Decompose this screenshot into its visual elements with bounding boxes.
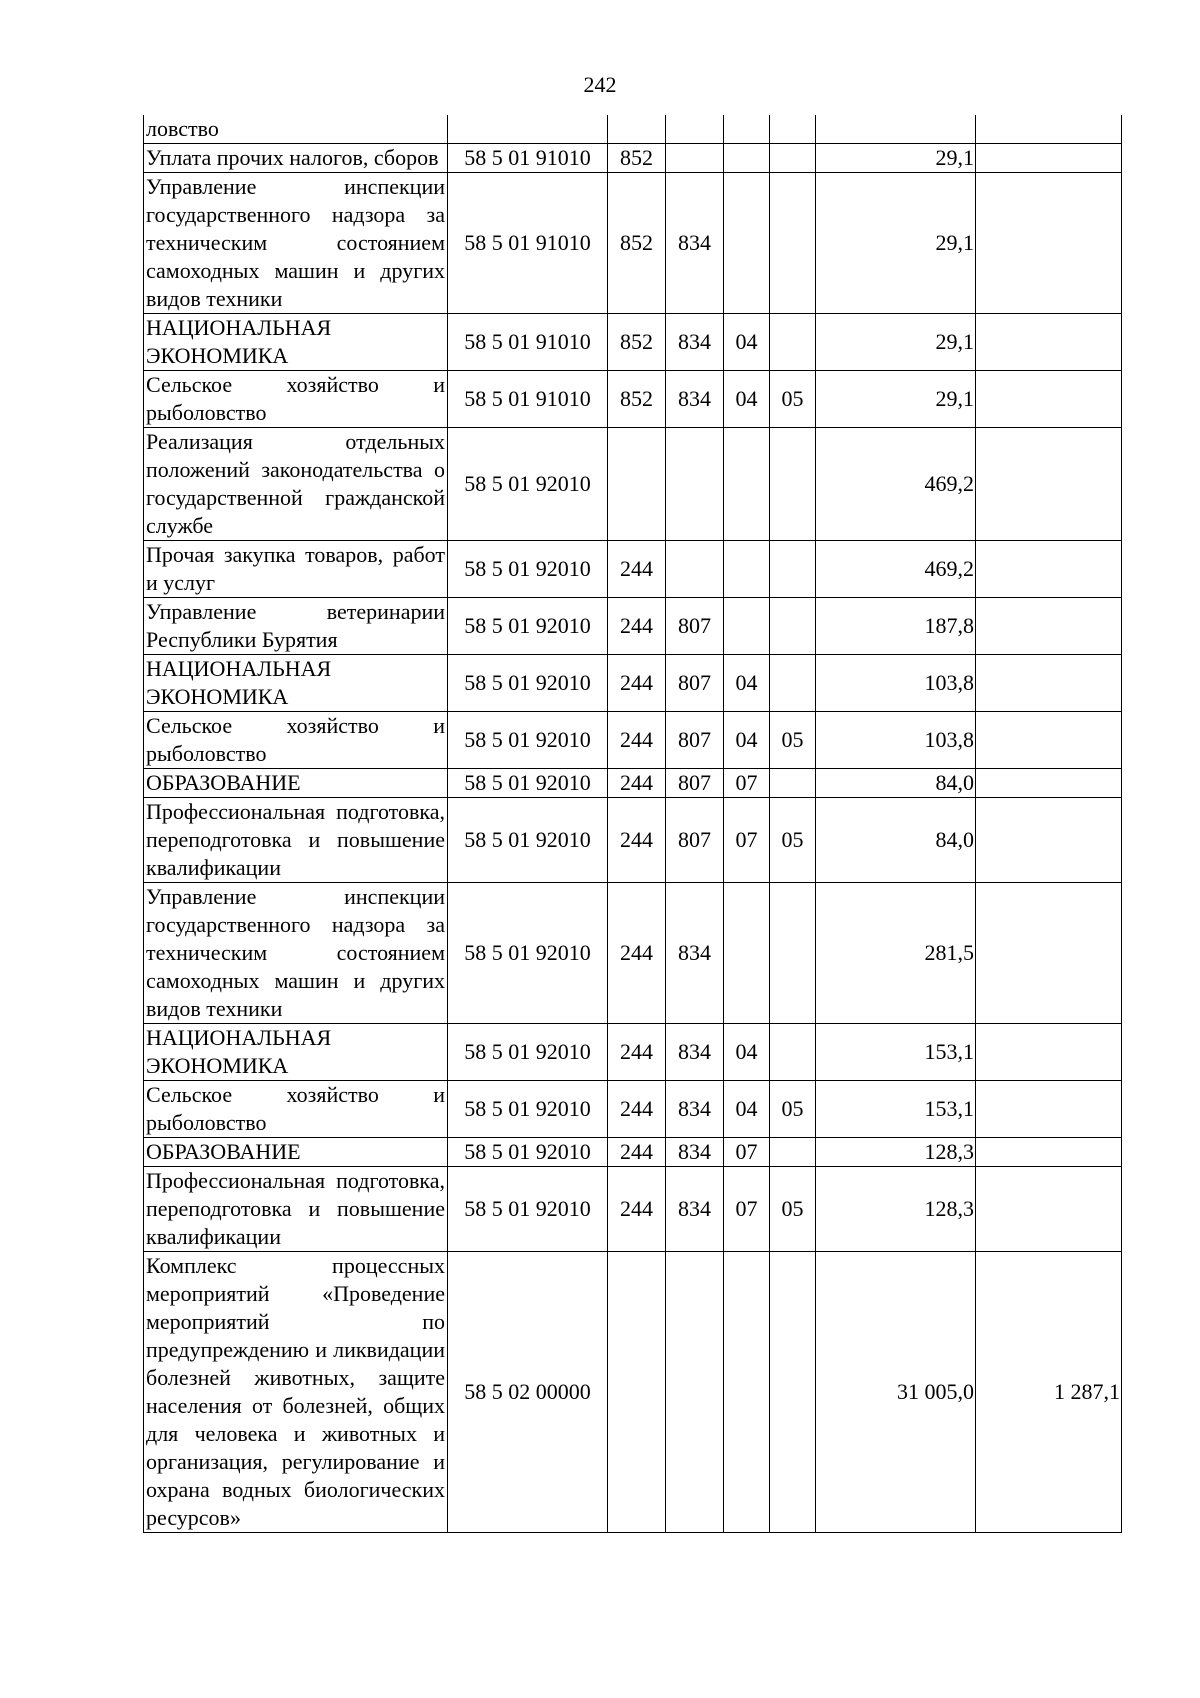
target-article-code-cell: 58 5 02 00000	[448, 1252, 608, 1533]
amount-cell: 153,1	[816, 1081, 976, 1138]
expense-type-code-cell: 244	[608, 1024, 666, 1081]
expense-name-cell: НАЦИОНАЛЬНАЯ ЭКОНОМИКА	[144, 314, 448, 371]
administrator-code-cell	[666, 1252, 724, 1533]
table-row	[144, 1081, 1122, 1138]
section-code-cell: 07	[724, 1167, 770, 1252]
expense-type-code-cell: 852	[608, 173, 666, 314]
amount-cell: 31 005,0	[816, 1252, 976, 1533]
table-row	[144, 655, 1122, 712]
target-article-code-cell: 58 5 01 92010	[448, 1138, 608, 1167]
extra-amount-cell	[976, 541, 1122, 598]
target-article-code-cell: 58 5 01 92010	[448, 712, 608, 769]
target-article-code-cell: 58 5 01 91010	[448, 371, 608, 428]
section-code-cell: 04	[724, 371, 770, 428]
subsection-code-cell: 05	[770, 1167, 816, 1252]
target-article-code-cell: 58 5 01 91010	[448, 314, 608, 371]
target-article-code-cell: 58 5 01 91010	[448, 173, 608, 314]
subsection-code-cell	[770, 173, 816, 314]
subsection-code-cell	[770, 1024, 816, 1081]
subsection-code-cell	[770, 541, 816, 598]
extra-amount-cell	[976, 144, 1122, 173]
section-code-cell	[724, 598, 770, 655]
extra-amount-cell	[976, 1167, 1122, 1252]
expense-type-code-cell: 244	[608, 769, 666, 798]
extra-amount-cell	[976, 115, 1122, 144]
administrator-code-cell: 807	[666, 655, 724, 712]
target-article-code-cell: 58 5 01 92010	[448, 655, 608, 712]
expense-name-cell: Управление инспекции государственного надзора за техническим состоянием самоходных машин и других видов техники	[144, 883, 448, 1024]
expense-type-code-cell: 244	[608, 598, 666, 655]
extra-amount-cell	[976, 1138, 1122, 1167]
administrator-code-cell	[666, 144, 724, 173]
table-row	[144, 598, 1122, 655]
section-code-cell	[724, 428, 770, 541]
expense-type-code-cell	[608, 1252, 666, 1533]
expense-type-code-cell: 852	[608, 144, 666, 173]
administrator-code-cell: 834	[666, 314, 724, 371]
administrator-code-cell	[666, 428, 724, 541]
amount-cell: 84,0	[816, 769, 976, 798]
administrator-code-cell: 834	[666, 883, 724, 1024]
subsection-code-cell	[770, 598, 816, 655]
amount-cell	[816, 115, 976, 144]
expense-name-cell: Прочая закупка товаров, работ и услуг	[144, 541, 448, 598]
subsection-code-cell	[770, 144, 816, 173]
expense-type-code-cell: 244	[608, 1138, 666, 1167]
subsection-code-cell	[770, 883, 816, 1024]
expense-name-cell: Уплата прочих налогов, сборов	[144, 144, 448, 173]
target-article-code-cell: 58 5 01 92010	[448, 798, 608, 883]
expense-name-cell: Реализация отдельных положений законодательства о государственной гражданской службе	[144, 428, 448, 541]
subsection-code-cell	[770, 1138, 816, 1167]
administrator-code-cell: 807	[666, 798, 724, 883]
amount-cell: 153,1	[816, 1024, 976, 1081]
section-code-cell: 04	[724, 314, 770, 371]
table-row	[144, 1252, 1122, 1533]
amount-cell: 469,2	[816, 541, 976, 598]
table-row	[144, 1138, 1122, 1167]
subsection-code-cell	[770, 769, 816, 798]
subsection-code-cell: 05	[770, 798, 816, 883]
amount-cell: 469,2	[816, 428, 976, 541]
expense-type-code-cell	[608, 428, 666, 541]
table-row	[144, 1167, 1122, 1252]
expense-name-cell: ОБРАЗОВАНИЕ	[144, 769, 448, 798]
table-row	[144, 798, 1122, 883]
administrator-code-cell: 834	[666, 173, 724, 314]
section-code-cell: 07	[724, 769, 770, 798]
administrator-code-cell: 834	[666, 371, 724, 428]
section-code-cell: 04	[724, 712, 770, 769]
section-code-cell	[724, 541, 770, 598]
subsection-code-cell: 05	[770, 371, 816, 428]
section-code-cell	[724, 173, 770, 314]
amount-cell: 103,8	[816, 655, 976, 712]
subsection-code-cell	[770, 314, 816, 371]
amount-cell: 84,0	[816, 798, 976, 883]
extra-amount-cell	[976, 314, 1122, 371]
table-row	[144, 428, 1122, 541]
administrator-code-cell: 834	[666, 1081, 724, 1138]
expense-type-code-cell: 244	[608, 883, 666, 1024]
subsection-code-cell	[770, 655, 816, 712]
expense-type-code-cell: 852	[608, 314, 666, 371]
extra-amount-cell	[976, 428, 1122, 541]
extra-amount-cell	[976, 655, 1122, 712]
table-row	[144, 883, 1122, 1024]
expense-name-cell: НАЦИОНАЛЬНАЯ ЭКОНОМИКА	[144, 1024, 448, 1081]
section-code-cell: 04	[724, 1081, 770, 1138]
expense-name-cell: Профессиональная подготовка, переподготовка и повышение квалификации	[144, 798, 448, 883]
extra-amount-cell	[976, 173, 1122, 314]
administrator-code-cell: 834	[666, 1167, 724, 1252]
expense-type-code-cell: 852	[608, 371, 666, 428]
administrator-code-cell: 807	[666, 598, 724, 655]
section-code-cell	[724, 883, 770, 1024]
amount-cell: 281,5	[816, 883, 976, 1024]
expense-name-cell: Комплекс процессных мероприятий «Проведение мероприятий по предупреждению и ликвидации болезней животных, защите населения от болезней, общих для человека и животных и организация, регулирование и охрана водных биологических ресурсов»	[144, 1252, 448, 1533]
amount-cell: 128,3	[816, 1167, 976, 1252]
section-code-cell: 04	[724, 655, 770, 712]
target-article-code-cell: 58 5 01 92010	[448, 769, 608, 798]
amount-cell: 29,1	[816, 144, 976, 173]
target-article-code-cell: 58 5 01 91010	[448, 144, 608, 173]
budget-table	[143, 115, 1122, 1533]
extra-amount-cell	[976, 798, 1122, 883]
expense-name-cell: Профессиональная подготовка, переподготовка и повышение квалификации	[144, 1167, 448, 1252]
subsection-code-cell	[770, 115, 816, 144]
target-article-code-cell: 58 5 01 92010	[448, 428, 608, 541]
subsection-code-cell: 05	[770, 1081, 816, 1138]
administrator-code-cell	[666, 541, 724, 598]
expense-type-code-cell	[608, 115, 666, 144]
extra-amount-cell	[976, 1024, 1122, 1081]
target-article-code-cell: 58 5 01 92010	[448, 1167, 608, 1252]
administrator-code-cell: 807	[666, 769, 724, 798]
table-row	[144, 371, 1122, 428]
expense-type-code-cell: 244	[608, 712, 666, 769]
table-row	[144, 712, 1122, 769]
extra-amount-cell	[976, 712, 1122, 769]
target-article-code-cell: 58 5 01 92010	[448, 1024, 608, 1081]
amount-cell: 187,8	[816, 598, 976, 655]
subsection-code-cell	[770, 1252, 816, 1533]
table-row	[144, 1024, 1122, 1081]
section-code-cell	[724, 144, 770, 173]
expense-name-cell: Сельское хозяйство и рыболовство	[144, 371, 448, 428]
expense-type-code-cell: 244	[608, 655, 666, 712]
expense-type-code-cell: 244	[608, 798, 666, 883]
extra-amount-cell	[976, 883, 1122, 1024]
target-article-code-cell	[448, 115, 608, 144]
expense-name-cell: ловство	[144, 115, 448, 144]
target-article-code-cell: 58 5 01 92010	[448, 1081, 608, 1138]
administrator-code-cell: 834	[666, 1138, 724, 1167]
page-number: 242	[583, 72, 617, 97]
subsection-code-cell	[770, 428, 816, 541]
target-article-code-cell: 58 5 01 92010	[448, 598, 608, 655]
amount-cell: 29,1	[816, 314, 976, 371]
extra-amount-cell: 1 287,1	[976, 1252, 1122, 1533]
table-row	[144, 173, 1122, 314]
expense-name-cell: НАЦИОНАЛЬНАЯ ЭКОНОМИКА	[144, 655, 448, 712]
extra-amount-cell	[976, 769, 1122, 798]
expense-name-cell: Сельское хозяйство и рыболовство	[144, 1081, 448, 1138]
expense-name-cell: Управление ветеринарии Республики Бурятия	[144, 598, 448, 655]
expense-name-cell: Сельское хозяйство и рыболовство	[144, 712, 448, 769]
subsection-code-cell: 05	[770, 712, 816, 769]
budget-table-body	[144, 115, 1122, 1533]
administrator-code-cell: 807	[666, 712, 724, 769]
table-row	[144, 144, 1122, 173]
administrator-code-cell: 834	[666, 1024, 724, 1081]
section-code-cell: 07	[724, 1138, 770, 1167]
administrator-code-cell	[666, 115, 724, 144]
target-article-code-cell: 58 5 01 92010	[448, 883, 608, 1024]
amount-cell: 103,8	[816, 712, 976, 769]
section-code-cell	[724, 1252, 770, 1533]
expense-type-code-cell: 244	[608, 541, 666, 598]
extra-amount-cell	[976, 598, 1122, 655]
section-code-cell	[724, 115, 770, 144]
target-article-code-cell: 58 5 01 92010	[448, 541, 608, 598]
table-row	[144, 769, 1122, 798]
amount-cell: 128,3	[816, 1138, 976, 1167]
amount-cell: 29,1	[816, 173, 976, 314]
section-code-cell: 07	[724, 798, 770, 883]
table-row	[144, 314, 1122, 371]
section-code-cell: 04	[724, 1024, 770, 1081]
extra-amount-cell	[976, 371, 1122, 428]
expense-type-code-cell: 244	[608, 1167, 666, 1252]
expense-name-cell: ОБРАЗОВАНИЕ	[144, 1138, 448, 1167]
amount-cell: 29,1	[816, 371, 976, 428]
expense-type-code-cell: 244	[608, 1081, 666, 1138]
extra-amount-cell	[976, 1081, 1122, 1138]
expense-name-cell: Управление инспекции государственного надзора за техническим состоянием самоходных машин и других видов техники	[144, 173, 448, 314]
table-row	[144, 541, 1122, 598]
table-row	[144, 115, 1122, 144]
